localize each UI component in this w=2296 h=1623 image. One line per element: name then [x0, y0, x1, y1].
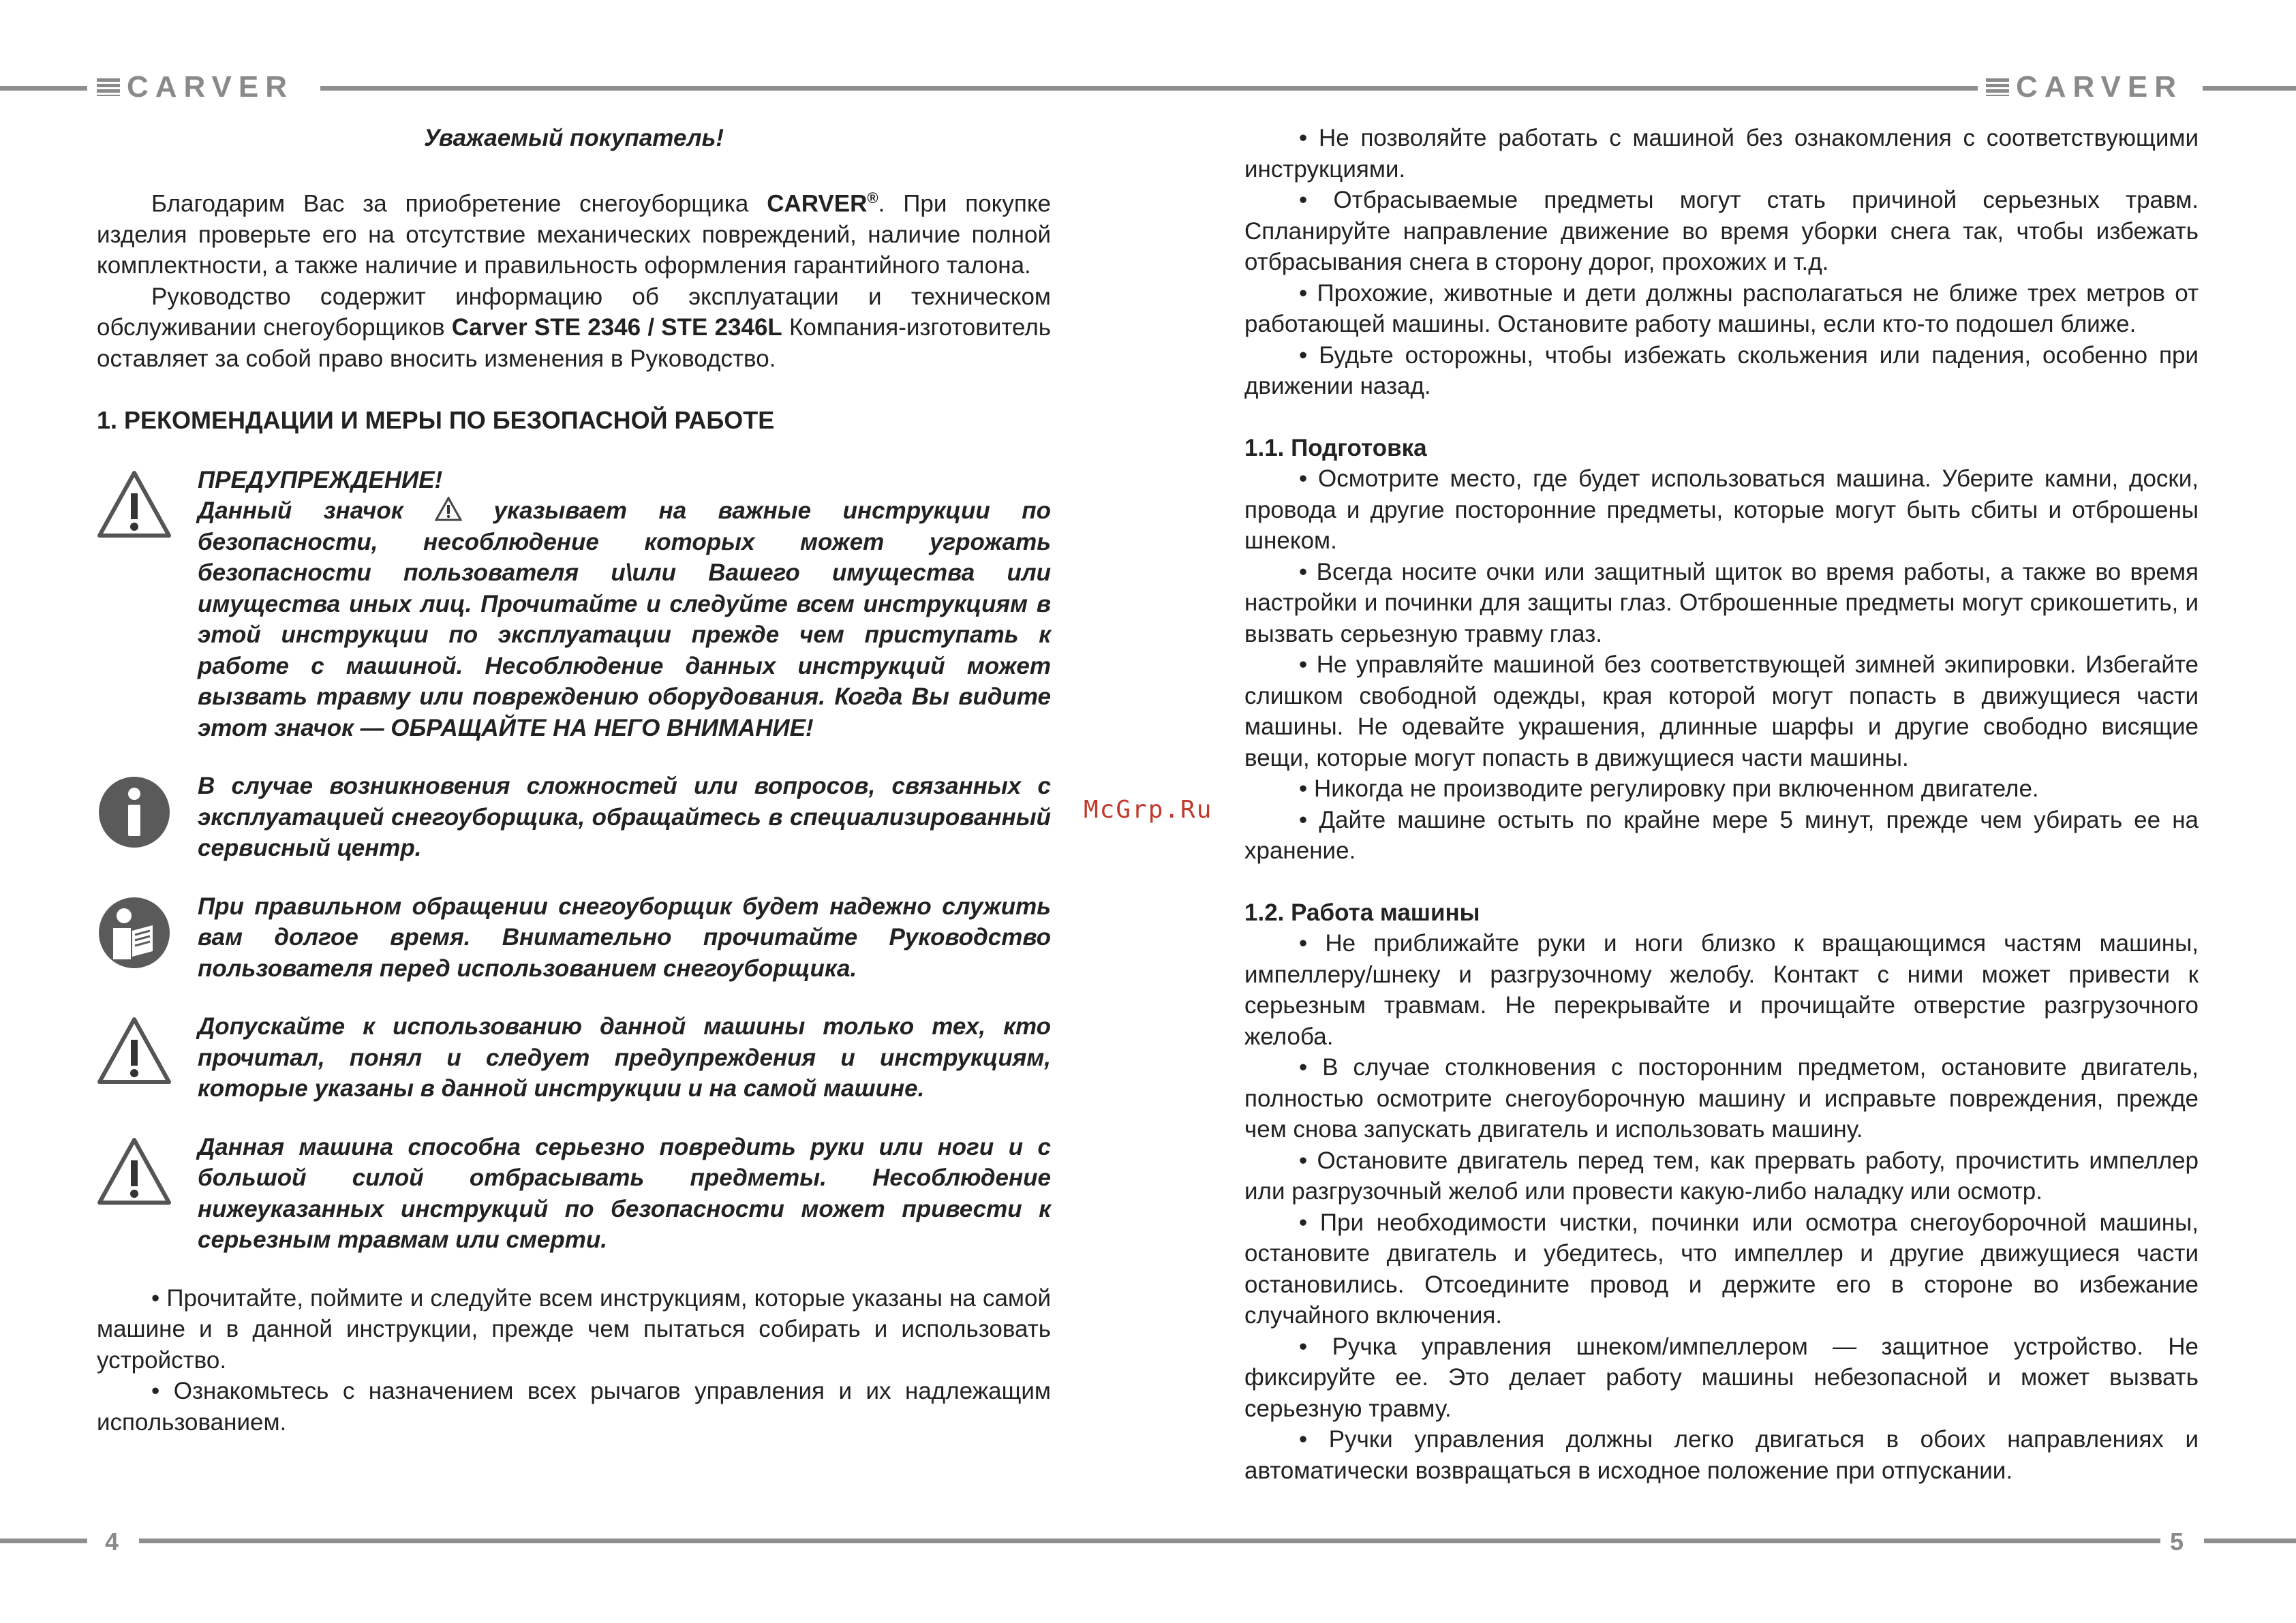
warning-notice [97, 465, 1051, 744]
list-item: • Остановите двигатель перед тем, как прервать работу, прочистить импеллер или разгрузочный желоб или провести какую-либо наладку или осмотр. [1244, 1147, 2199, 1205]
list-item: • Не приближайте руки и ноги близко к вращающимся частям машины, импеллеру/шнеку и разгрузочному желобу. Контакт с ними может привести к серьезным травмам. Не перекрывайте и прочищайте отверстие разгрузочного желоба. [1244, 930, 2199, 1050]
header-rule [1148, 86, 1978, 91]
warning-notice: Допускайте к использованию данной машины только тех, кто прочитал, понял и следует предупреждения и инструкциям, которые указаны в данной инструкции и на самой машине. [97, 1011, 1051, 1104]
list-item: • Ознакомьтесь с назначением всех рычагов управления и их надлежащим использованием. [97, 1378, 1051, 1436]
watermark: McGrp.Ru [1084, 796, 1213, 824]
right-page [1148, 0, 2296, 1623]
header-rule [2203, 86, 2296, 91]
page-number: 4 [105, 1528, 119, 1556]
list-item: • Ручка управления шнеком/импеллером — защитное устройство. Не фиксируйте ее. Это делает работу машины небезопасной и может вызвать серьезную травму. [1244, 1333, 2199, 1422]
read-manual-icon [97, 895, 172, 970]
list-item: • Ручки управления должны легко двигаться в обоих направлениях и автоматически возвращаться в исходное положение при отпускании. [1244, 1426, 2199, 1484]
warning-triangle-icon [435, 497, 462, 521]
warning-title: ПРЕДУПРЕЖДЕНИЕ! [198, 466, 443, 493]
intro-paragraph: Благодарим Вас за приобретение снегоуборщика CARVER®. При покупке изделия проверьте его на отсутствие механических повреждений, наличие полной комплектности, а также наличие и правильность оформления гарантийного талона. [97, 189, 1052, 279]
list-item: • Не управляйте машиной без соответствующей зимней экипировки. Избегайте слишком свободной одежды, края которой могут попасть в движущиеся части машины. Не одевайте украшения, длинные шарфы и другие свободно висящие вещи, которые могут попасть в движущиеся части машины. [1244, 651, 2199, 771]
list-item: • При необходимости чистки, починки или осмотра снегоуборочной машины, остановите двигатель и убедитесь, что импеллер и другие движущиеся части остановились. Отсоедините провод и держите его в стороне во избежание случайного включения. [1244, 1209, 2199, 1329]
intro-paragraph: Руководство содержит информацию об эксплуатации и техническом обслуживании снегоуборщиков Carver STE 2346 / STE 2346L Компания-изготовитель оставляет за собой право вносить изменения в Руководство. [97, 283, 1051, 372]
right-column [1244, 123, 2199, 1486]
warning-text: Данный значок указывает на важные инструкции по безопасности, несоблюдение которых может угрожать безопасности пользователя и\или Вашего имущества или имущества иных лиц. Прочитайте и следуйте всем инструкциям в этой инструкции по эксплуатации прежде чем приступать к работе с машиной. Несоблюдение данных инструкций может вызвать травму или повреждению оборудования. Когда Вы видите этот значок — ОБРАЩАЙТЕ НА НЕГО ВНИМАНИЕ! [198, 497, 1051, 741]
info-icon [97, 775, 172, 850]
warning-triangle-icon [97, 1015, 172, 1090]
brand-name: CARVER [127, 70, 294, 104]
list-item: • Отбрасываемые предметы могут стать причиной серьезных травм. Спланируйте направление движение во время уборки снега так, чтобы избежать отбрасывания снега в сторону дорог, прохожих и т.д. [1244, 187, 2199, 275]
warning-triangle-icon [97, 469, 172, 544]
list-item: • Никогда не производите регулировку при включенном двигателе. [1299, 775, 2039, 802]
page-title: Уважаемый покупатель! [423, 125, 724, 151]
list-item: • Прохожие, животные и дети должны располагаться не ближе трех метров от работающей машины. Остановите работу машины, если кто-то подошел ближе. [1244, 279, 2199, 337]
logo-bars-icon [97, 78, 120, 96]
warning-notice: Данная машина способна серьезно повредить руки или ноги и с большой силой отбрасывать предметы. Несоблюдение нижеуказанных инструкций по безопасности может привести к серьезным травмам или смерти. [97, 1132, 1051, 1256]
footer-rule [1148, 1539, 2160, 1543]
left-column [97, 123, 1051, 1438]
brand-name: CARVER [2016, 70, 2184, 104]
warning-triangle-icon [97, 1136, 172, 1211]
footer-rule [139, 1539, 1148, 1543]
list-item: • Прочитайте, поймите и следуйте всем инструкциям, которые указаны на самой машине и в данной инструкции, прежде чем пытаться собирать и использовать устройство. [97, 1284, 1051, 1374]
list-item: • Не позволяйте работать с машиной без ознакомления с соответствующими инструкциями. [1244, 125, 2199, 183]
header-rule [0, 86, 87, 91]
list-item: • Всегда носите очки или защитный щиток во время работы, а также во время настройки и починки для защиты глаз. Отброшенные предметы могут срикошетить, и вызвать серьезную травму глаз. [1244, 558, 2199, 647]
section-heading: 1.2. Работа машины [1244, 899, 1480, 926]
info-notice: В случае возникновения сложностей или вопросов, связанных с эксплуатацией снегоуборщика, обращайтесь в специализированный сервисный центр. [97, 771, 1051, 864]
list-item: • В случае столкновения с посторонним предметом, остановите двигатель, полностью осмотрите снегоуборочную машину и исправьте повреждения, прежде чем снова запускать двигатель и использовать машину. [1244, 1054, 2199, 1143]
section-heading: 1. РЕКОМЕНДАЦИИ И МЕРЫ ПО БЕЗОПАСНОЙ РАБОТЕ [97, 406, 775, 435]
footer-rule [0, 1539, 87, 1543]
logo-bars-icon [1986, 78, 2009, 96]
list-item: • Будьте осторожны, чтобы избежать скольжения или падения, особенно при движении назад. [1244, 341, 2199, 399]
list-item: • Дайте машине остыть по крайне мере 5 минут, прежде чем убирать ее на хранение. [1244, 806, 2199, 864]
page-number: 5 [2170, 1528, 2184, 1556]
footer-rule [2204, 1539, 2296, 1543]
list-item: • Осмотрите место, где будет использоваться машина. Уберите камни, доски, провода и другие посторонние предметы, которые могут быть сбиты и отброшены шнеком. [1244, 465, 2199, 554]
brand-logo [1986, 70, 2184, 104]
header-rule [320, 86, 1148, 91]
manual-notice: При правильном обращении снегоуборщик будет надежно служить вам долгое время. Внимательно прочитайте Руководство пользователя перед использованием снегоуборщика. [97, 891, 1051, 985]
brand-logo [97, 70, 294, 104]
section-heading: 1.1. Подготовка [1244, 434, 1427, 461]
